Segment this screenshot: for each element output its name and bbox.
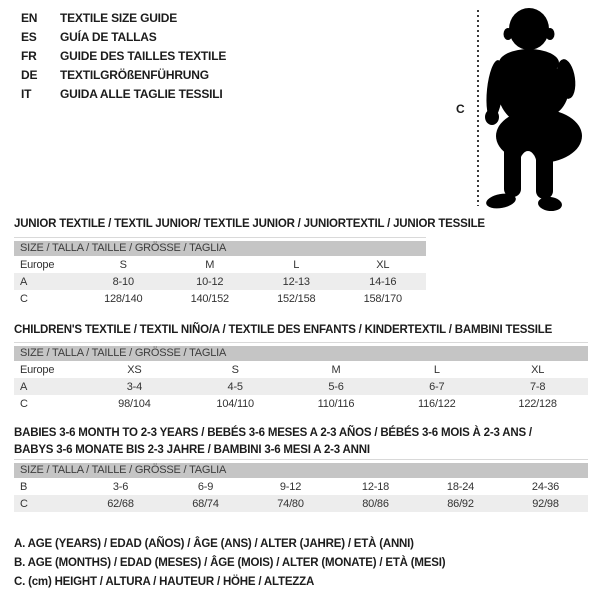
- legend-line-b: B. AGE (MONTHS) / EDAD (MESES) / ÂGE (MOIS) / ALTER (MONATE) / ETÀ (MESI): [14, 557, 446, 569]
- language-list: [21, 9, 226, 104]
- language-code: DE: [21, 68, 38, 82]
- table-cell: 98/104: [118, 397, 151, 410]
- table-cell: 92/98: [503, 495, 588, 512]
- language-label: GUIDE DES TAILLES TEXTILE: [60, 49, 227, 63]
- table-cell: 152/158: [277, 292, 316, 305]
- legend-line-a: A. AGE (YEARS) / EDAD (AÑOS) / ÂGE (ANS) / ALTER (JAHRE) / ETÀ (ANNI): [14, 538, 414, 550]
- children-size-table: [14, 342, 588, 412]
- table-cell: XL: [376, 258, 390, 271]
- table-cell: 6-7: [386, 378, 487, 395]
- language-label: TEXTILE SIZE GUIDE: [60, 11, 178, 25]
- language-row: [21, 28, 226, 47]
- table-cell: 86/92: [418, 495, 503, 512]
- language-row: [21, 9, 226, 28]
- language-code: IT: [21, 87, 32, 101]
- table-row: [14, 256, 426, 273]
- height-dotted-line: [477, 10, 479, 206]
- table-row: [14, 273, 426, 290]
- height-measure-figure: [448, 0, 600, 216]
- junior-size-table: [14, 237, 426, 307]
- table-cell: S: [231, 363, 239, 376]
- table-cell: L: [293, 258, 300, 271]
- language-code: ES: [21, 30, 37, 44]
- row-label: A: [14, 378, 84, 395]
- table-cell: 62/68: [78, 495, 163, 512]
- babies-section-title: [14, 425, 532, 459]
- table-cell: M: [205, 258, 215, 271]
- table-cell: 9-12: [279, 480, 302, 493]
- table-cell: 12-18: [361, 480, 390, 493]
- table-cell: 5-6: [286, 378, 387, 395]
- table-cell: M: [331, 363, 341, 376]
- babies-title-line2: BABYS 3-6 MONATE BIS 2-3 JAHRE / BAMBINI 3-6 MESI A 2-3 ANNI: [14, 444, 370, 456]
- language-label: GUIDA ALLE TAGLIE TESSILI: [60, 87, 223, 101]
- table-cell: 158/170: [363, 292, 402, 305]
- table-row: [14, 361, 588, 378]
- toddler-silhouette-icon: [482, 5, 597, 211]
- table-cell: 116/122: [418, 397, 456, 410]
- table-cell: 104/110: [216, 397, 254, 410]
- language-label: TEXTILGRÖßENFÜHRUNG: [60, 68, 209, 82]
- table-row: [14, 478, 588, 495]
- language-code: FR: [21, 49, 37, 63]
- row-label: C: [14, 495, 78, 512]
- table-cell: S: [119, 258, 127, 271]
- measurement-legend: [14, 535, 445, 592]
- row-label: C: [20, 292, 28, 305]
- babies-size-table: [14, 459, 588, 512]
- table-cell: 12-13: [253, 273, 340, 290]
- table-cell: 140/152: [190, 292, 229, 305]
- table-cell: 110/116: [317, 397, 355, 410]
- junior-section-title: JUNIOR TEXTILE / TEXTIL JUNIOR/ TEXTILE JUNIOR / JUNIORTEXTIL / JUNIOR TESSILE: [14, 218, 485, 230]
- table-cell: 3-4: [84, 378, 185, 395]
- table-cell: 3-6: [112, 480, 129, 493]
- table-row: [14, 378, 588, 395]
- table-cell: 4-5: [185, 378, 286, 395]
- language-row: [21, 85, 226, 104]
- table-cell: 6-9: [197, 480, 214, 493]
- language-row: [21, 66, 226, 85]
- row-label: B: [20, 480, 28, 493]
- table-cell: 14-16: [340, 273, 427, 290]
- table-row: [14, 495, 588, 512]
- language-code: EN: [21, 11, 38, 25]
- legend-line-c: C. (cm) HEIGHT / ALTURA / HAUTEUR / HÖHE / ALTEZZA: [14, 576, 315, 588]
- table-cell: 7-8: [487, 378, 588, 395]
- size-header-bar: SIZE / TALLA / TAILLE / GRÖSSE / TAGLIA: [14, 346, 588, 361]
- row-label: Europe: [20, 258, 55, 271]
- table-cell: XS: [127, 363, 142, 376]
- table-cell: 24-36: [531, 480, 560, 493]
- table-cell: 74/80: [248, 495, 333, 512]
- table-cell: 80/86: [333, 495, 418, 512]
- language-row: [21, 47, 226, 66]
- size-header-bar: SIZE / TALLA / TAILLE / GRÖSSE / TAGLIA: [14, 463, 588, 478]
- table-cell: 68/74: [163, 495, 248, 512]
- table-cell: 122/128: [518, 397, 557, 410]
- table-cell: L: [433, 363, 440, 376]
- row-label: C: [20, 397, 28, 410]
- table-row: [14, 395, 588, 412]
- size-header-bar: SIZE / TALLA / TAILLE / GRÖSSE / TAGLIA: [14, 241, 426, 256]
- table-cell: 18-24: [446, 480, 475, 493]
- table-cell: 128/140: [104, 292, 143, 305]
- language-label: GUÍA DE TALLAS: [60, 30, 157, 44]
- row-label: A: [14, 273, 80, 290]
- height-measure-label: C: [456, 102, 465, 116]
- table-cell: 10-12: [167, 273, 254, 290]
- table-row: [14, 290, 426, 307]
- babies-title-line1: BABIES 3-6 MONTH TO 2-3 YEARS / BEBÉS 3-6 MESES A 2-3 AÑOS / BÉBÉS 3-6 MOIS À 2-3 ANS /: [14, 427, 532, 439]
- table-cell: 8-10: [80, 273, 167, 290]
- row-label: Europe: [20, 363, 55, 376]
- children-section-title: CHILDREN'S TEXTILE / TEXTIL NIÑO/A / TEXTILE DES ENFANTS / KINDERTEXTIL / BAMBINI TESSILE: [14, 324, 553, 336]
- table-cell: XL: [531, 363, 545, 376]
